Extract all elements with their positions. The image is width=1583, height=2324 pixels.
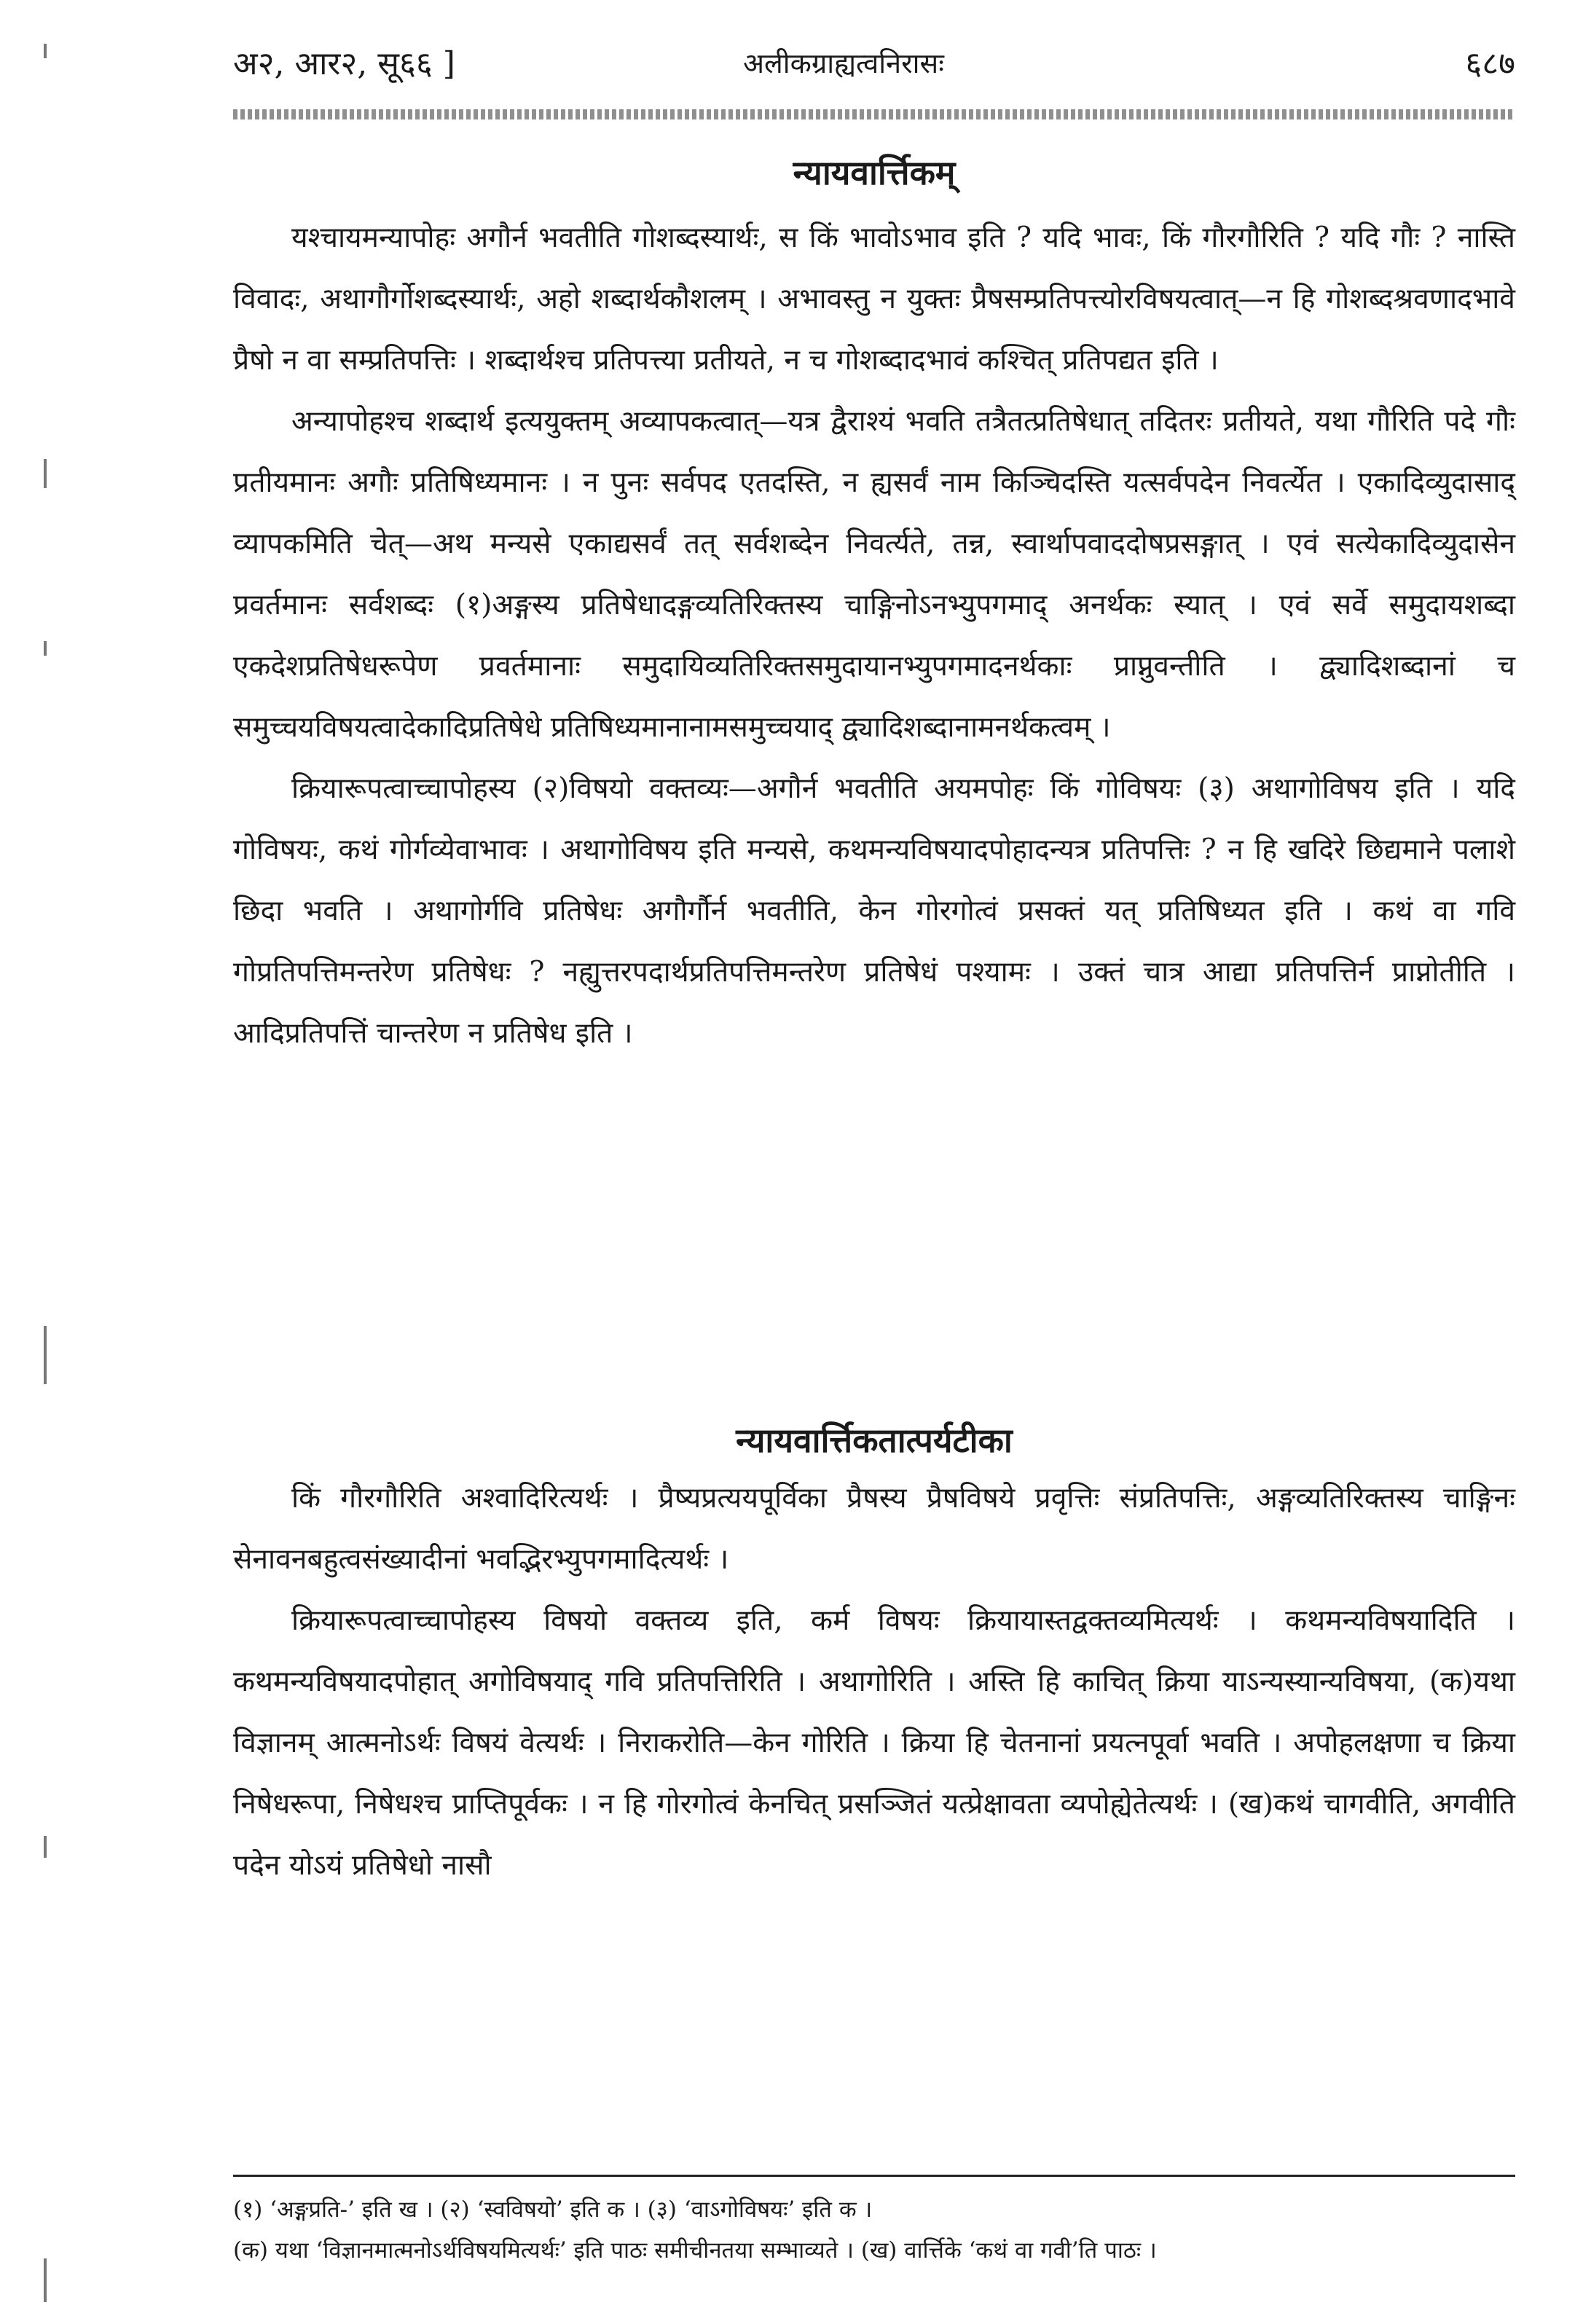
- paragraph: क्रियारूपत्वाच्चापोहस्य (२)विषयो वक्तव्यः—अगौर्न भवतीति अयमपोहः किं गोविषयः (३) अथागोविषय इति । यदि गोविषयः, कथं गोर्गव्येवाभावः । अथागोविषय इति मन्यसे, कथमन्यविषयादपोहादन्यत्र प्रतिपत्तिः ? न हि खदिरे छिद्यमाने पलाशे छिदा भवति । अथागोर्गवि प्रतिषेधः अगौर्गौर्न भवतीति, केन गोरगोत्वं प्रसक्तं यत् प्रतिषिध्यत इति । कथं वा गवि गोप्रतिपत्तिमन्तरेण प्रतिषेधः ? नह्युत्तरपदार्थप्रतिपत्तिमन्तरेण प्रतिषेधं पश्यामः । उक्तं चात्र आद्या प्रतिपत्तिर्न प्राप्नोतीति । आदिप्रतिपत्तिं चान्तरेण न प्रतिषेध इति ।: [233, 772, 1515, 1050]
- margin-mark: [44, 2258, 47, 2302]
- page-number: ६८७: [1465, 45, 1515, 82]
- margin-mark: [44, 459, 47, 488]
- paragraph: अन्यापोहश्च शब्दार्थ इत्ययुक्तम् अव्यापकत्वात्—यत्र द्वैराश्यं भवति तत्रैतत्प्रतिषेधात् तदितरः प्रतीयते, यथा गौरिति पदे गौः प्रतीयमानः अगौः प्रतिषिध्यमानः । न पुनः सर्वपद एतदस्ति, न ह्यसर्वं नाम किञ्चिदस्ति यत्सर्वपदेन निवर्त्येत । एकादिव्युदासाद् व्यापकमिति चेत्—अथ मन्यसे एकाद्यसर्वं तत् सर्वशब्देन निवर्त्यते, तन्न, स्वार्थापवाददोषप्रसङ्गात् । एवं सत्येकादिव्युदासेन प्रवर्तमानः सर्वशब्दः (१)अङ्गस्य प्रतिषेधादङ्गव्यतिरिक्तस्य चाङ्गिनोऽनभ्युपगमाद् अनर्थकः स्यात् । एवं सर्वे समुदायशब्दा एकदेशप्रतिषेधरूपेण प्रवर्तमानाः समुदायिव्यतिरिक्तसमुदायानभ्युपगमादनर्थकाः प्राप्नुवन्तीति । द्व्यादिशब्दानां च समुच्चयविषयत्वादेकादिप्रतिषेधे प्रतिषिध्यमानानामसमुच्चयाद् द्व्यादिशब्दानामनर्थकत्वम् ।: [233, 405, 1515, 744]
- header-title: अलीकग्राह्यत्वनिरासः: [743, 47, 944, 79]
- margin-mark: [44, 641, 47, 656]
- footnote: (१) ‘अङ्गप्रति-’ इति ख । (२) ‘स्वविषयो’ इति क । (३) ‘वाऽगोविषयः’ इति क ।: [233, 2197, 873, 2223]
- section-heading: न्यायवार्त्तिकम्: [793, 153, 956, 192]
- section-heading: न्यायवार्त्तिकतात्पर्यटीका: [736, 1421, 1013, 1460]
- margin-mark: [44, 1836, 47, 1858]
- paragraph: यश्चायमन्यापोहः अगौर्न भवतीति गोशब्दस्यार्थः, स किं भावोऽभाव इति ? यदि भावः, किं गौरगौरिति ? यदि गौः ? नास्ति विवादः, अथागौर्गोशब्दस्यार्थः, अहो शब्दार्थकौशलम् । अभावस्तु न युक्तः प्रैषसम्प्रतिपत्त्योरविषयत्वात्—न हि गोशब्दश्रवणादभावे प्रैषो न वा सम्प्रतिपत्तिः । शब्दार्थश्च प्रतिपत्त्या प्रतीयते, न च गोशब्दादभावं कश्चित् प्रतिपद्यत इति ।: [233, 221, 1515, 377]
- footnote: (क) यथा ‘विज्ञानमात्मनोऽर्थविषयमित्यर्थः’ इति पाठः समीचीनतया सम्भाव्यते । (ख) वार्त्तिके ‘कथं वा गवी’ति पाठः ।: [233, 2237, 1157, 2264]
- header-reference: अ२, आर२, सू६६ ]: [233, 45, 455, 82]
- section-body: [233, 208, 1515, 1064]
- paragraph: किं गौरगौरिति अश्वादिरित्यर्थः । प्रैष्यप्रत्ययपूर्विका प्रैषस्य प्रैषविषये प्रवृत्तिः संप्रतिपत्तिः, अङ्गव्यतिरिक्तस्य चाङ्गिनः सेनावनबहुत्वसंख्यादीनां भवद्भिरभ्युपगमादित्यर्थः ।: [233, 1482, 1515, 1576]
- footnote-rule: [233, 2175, 1515, 2177]
- header-rule: [233, 109, 1515, 119]
- margin-mark: [44, 44, 47, 58]
- margin-mark: [44, 1326, 47, 1384]
- running-header: [233, 40, 1515, 98]
- paragraph: क्रियारूपत्वाच्चापोहस्य विषयो वक्तव्य इति, कर्म विषयः क्रियायास्तद्वक्तव्यमित्यर्थः । कथमन्यविषयादिति । कथमन्यविषयादपोहात् अगोविषयाद् गवि प्रतिपत्तिरिति । अथागोरिति । अस्ति हि काचित् क्रिया याऽन्यस्यान्यविषया, (क)यथा विज्ञानम् आत्मनोऽर्थः विषयं वेत्यर्थः । निराकरोति—केन गोरिति । क्रिया हि चेतनानां प्रयत्नपूर्वा भवति । अपोहलक्षणा च क्रिया निषेधरूपा, निषेधश्च प्राप्तिपूर्वकः । न हि गोरगोत्वं केनचित् प्रसञ्जितं यत्प्रेक्षावता व्यपोह्येतेत्यर्थः । (ख)कथं चागवीति, अगवीति पदेन योऽयं प्रतिषेधो नासौ: [233, 1604, 1515, 1882]
- commentary-body: [233, 1468, 1515, 1896]
- footnotes: [233, 2189, 1515, 2271]
